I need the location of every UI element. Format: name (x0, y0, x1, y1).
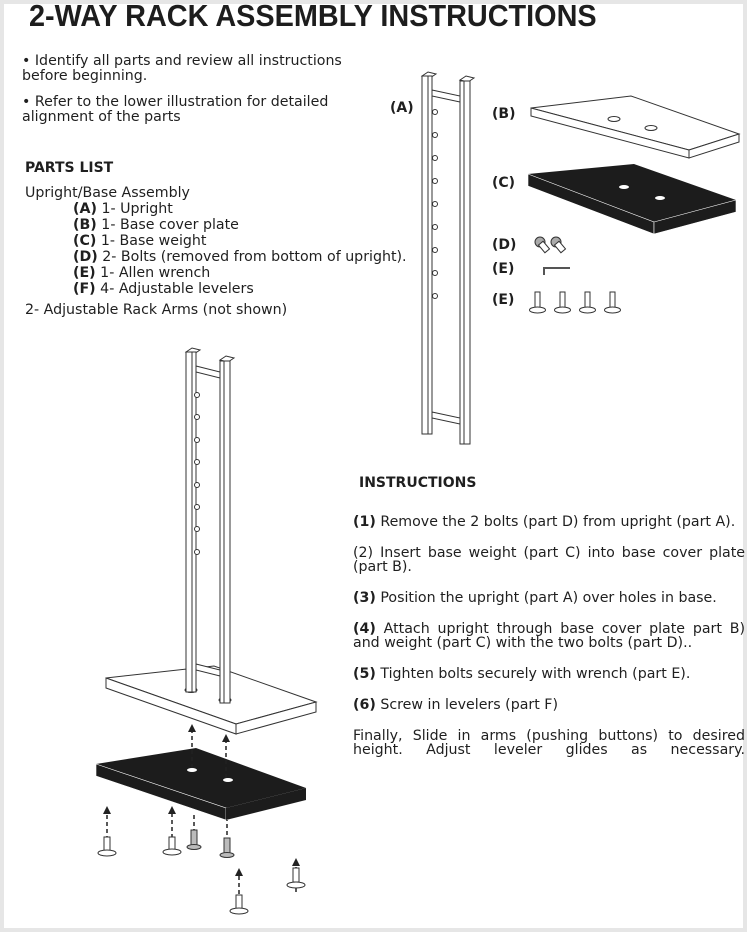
part-item-e (25, 265, 407, 281)
parts-extra: 2- Adjustable Rack Arms (not shown) (25, 302, 288, 318)
part-item-f (25, 281, 407, 297)
bolts-icon (534, 236, 574, 258)
instruction-final: Finally, Slide in arms (pushing buttons) to desired height. Adjust leveler glides as necessary. (353, 728, 745, 758)
note-refer-illustration: • Refer to the lower illustration for detailed alignment of the parts (22, 94, 329, 125)
label-c: (C) (492, 175, 516, 191)
step-number: (5) (353, 666, 376, 682)
instruction-step-4 (353, 622, 745, 650)
instruction-step-1 (353, 515, 745, 529)
assembly-illustration (84, 340, 344, 932)
instruction-page (4, 0, 745, 928)
part-item-c (25, 233, 407, 249)
part-code: (C) (73, 233, 97, 249)
part-text: 4- Adjustable levelers (95, 281, 254, 297)
base-weight-icon (524, 162, 739, 242)
part-code: (E) (73, 265, 96, 281)
part-text: 1- Allen wrench (95, 265, 211, 281)
step-text: Remove the 2 bolts (part D) from upright (part A). (375, 514, 736, 530)
label-a: (A) (390, 100, 414, 116)
allen-wrench-icon (542, 265, 572, 277)
part-text: 2- Bolts (removed from bottom of upright). (97, 249, 407, 265)
step-number: (1) (353, 514, 376, 530)
part-code: (F) (73, 281, 96, 297)
part-text: 1- Base cover plate (96, 217, 239, 233)
parts-list (25, 185, 407, 318)
label-b: (B) (492, 106, 516, 122)
label-e-levelers: (E) (492, 292, 515, 308)
step-text: Insert base weight (part C) into base cover plate (part B). (353, 545, 745, 575)
part-code: (B) (73, 217, 97, 233)
instructions-heading: INSTRUCTIONS (359, 475, 477, 491)
step-text: Tighten bolts securely with wrench (part E). (375, 666, 691, 682)
step-number: (2) (353, 545, 374, 561)
instruction-step-5 (353, 667, 745, 681)
step-text: Attach upright through base cover plate part B) and weight (part C) with the two bolts (part D).. (353, 621, 745, 651)
part-item-b (25, 217, 407, 233)
instruction-step-2 (353, 546, 745, 574)
step-number: (6) (353, 697, 376, 713)
step-number: (3) (353, 590, 376, 606)
part-item-a (25, 201, 407, 217)
step-text: Position the upright (part A) over holes in base. (375, 590, 717, 606)
upright-icon (414, 68, 484, 448)
part-item-d (25, 249, 407, 265)
label-d: (D) (492, 237, 517, 253)
parts-group-label: Upright/Base Assembly (25, 185, 190, 201)
part-text: 1- Base weight (96, 233, 207, 249)
instructions-list (353, 515, 745, 757)
instruction-step-6 (353, 698, 745, 712)
page-title: 2-WAY RACK ASSEMBLY INSTRUCTIONS (29, 0, 597, 33)
label-e-wrench: (E) (492, 261, 515, 277)
levelers-icon (528, 290, 628, 316)
part-text: 1- Upright (96, 201, 173, 217)
part-code: (A) (73, 201, 97, 217)
instruction-step-3 (353, 591, 745, 605)
parts-list-heading: PARTS LIST (25, 160, 114, 176)
step-text: Screw in levelers (part F) (375, 697, 559, 713)
note-identify-parts: • Identify all parts and review all instructions before beginning. (22, 53, 342, 84)
step-number: (4) (353, 621, 376, 637)
part-code: (D) (73, 249, 98, 265)
